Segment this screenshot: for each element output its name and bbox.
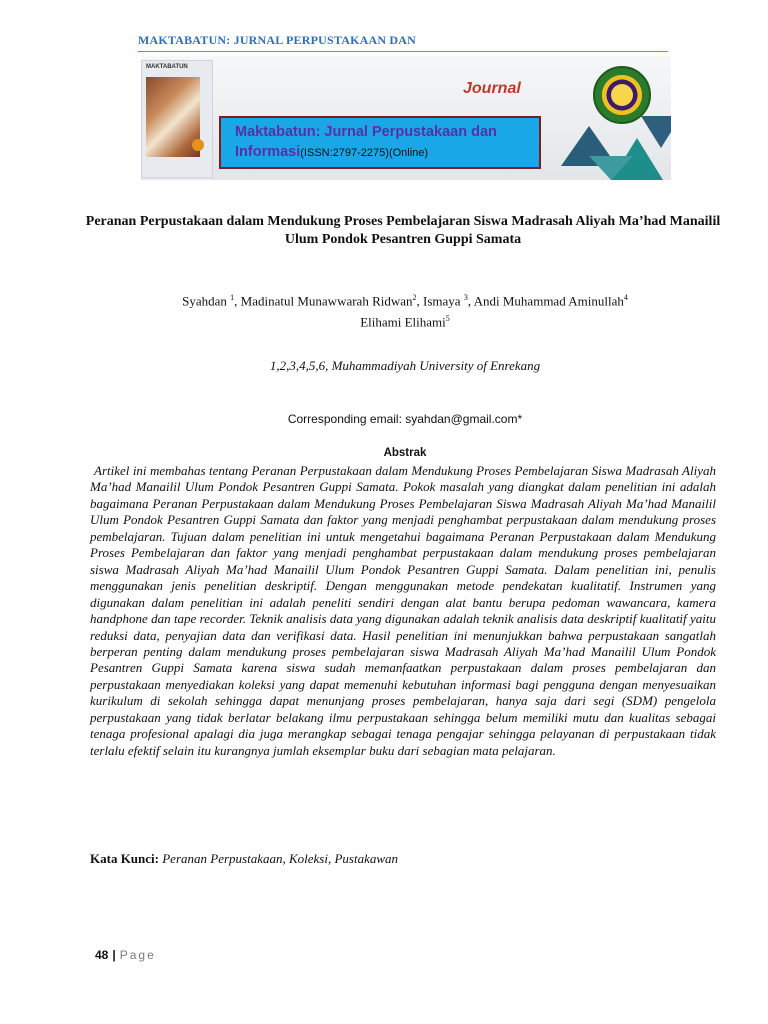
cover-label: MAKTABATUN: [146, 64, 188, 70]
journal-info-box: [219, 116, 541, 169]
author-sup: 2: [412, 293, 417, 302]
cover-badge: [192, 139, 204, 151]
author-name: Elihami Elihami: [360, 314, 446, 330]
online-text: (Online): [388, 147, 429, 159]
author-sup: 4: [623, 293, 628, 302]
page-word: Page: [119, 948, 156, 962]
keywords: [90, 851, 716, 867]
author-list: Syahdan $^1$, Madinatul Munawwarah Ridwan$^2$, Ismaya $^3$, Andi Muhammad Aminullah$^4$ Elihami Elihami$^5$: [182, 293, 628, 330]
page-number: 48: [95, 948, 109, 962]
author-sup: 3: [463, 293, 468, 302]
abstract-body: Artikel ini membahas tentang Peranan Perpustakaan dalam Mendukung Proses Pembelajaran Siswa Madrasah Aliyah Ma’had Manailil Ulum Pondok Pesantren Guppi Samata. Pokok masalah yang diangkat dalam penelitian ini adalah bagaimana Peranan Perpustakaan dalam Mendukung Proses Pembelajaran Siswa Madrasah Aliyah Ma’had Manailil Ulum Pondok Pesantren Guppi Samata dan faktor yang menjadi penghambat perpustakaan dalam mendukung proses pembelajaran. Tujuan dalam penelitian ini untuk mengetahui bagaimana Peranan Perpustakaan dalam Mendukung Proses Pembelajaran dan faktor yang menjadi penghambat perpustakaan dalam mendukung proses pembelajaran siswa Madrasah Aliyah Ma’had Manailil Ulum Pondok Pesantren Guppi Samata. Dalam penelitian ini, penulis menggunakan jenis penelitian deskriptif. Dengan menggunakan metode pendekatan kualitatif. Instrumen yang digunakan dalam penelitian ini adalah peneliti sendiri dengan alat bantu berupa pedoman wawancara, kamera handphone dan tape recorder. Teknik analisis data yang digunakan adalah teknik analisis data deskriptif kualitatif yaitu reduksi data, penyajian data dan verifikasi data. Hasil penelitian ini menunjukkan bahwa perpustakaan sangatlah berperan penting dalam mendukung proses pembelajaran siswa Madrasah Aliyah Ma’had Manailil Ulum Pondok Pesantren Guppi Samata karena siswa sudah memanfaatkan perpustakaan dalam proses pembelajaran dan perpustakaan menyediakan koleksi yang dapat memenuhi kebutuhan informasi bagi pengguna dengan menyesuaikan kurikulum di sekolah sehingga dapat menunjang proses pembelajaran, hanya saja dari segi (SDM) pengelola perpustakaan yang tidak berlatar belakang ilmu perpustakaan sehingga belum memiliki mutu dan kualitas sebagai tenaga profesional apalagi dia juga merangkap sebagai tenaga pengajar sehingga pelayanan di perpustakaan tidak terlalu efektif selain itu kurangnya jumlah eksemplar buku dari sebagian mata pelajaran.: [90, 463, 716, 758]
journal-cover-image: [141, 60, 213, 178]
decor-triangle: [589, 156, 633, 180]
header-rule: [138, 51, 668, 52]
journal-name: [235, 122, 533, 163]
decor-triangle: [641, 116, 671, 148]
journal-name-text: Maktabatun: Jurnal Perpustakaan dan Informasi: [235, 124, 497, 160]
author-sup: 5: [445, 314, 450, 324]
issn-text: (ISSN:2797-2275): [300, 147, 389, 159]
article-title: Peranan Perpustakaan dalam Mendukung Proses Pembelajaran Siswa Madrasah Aliyah Ma’had Manailil Ulum Pondok Pesantren Guppi Samata: [85, 214, 721, 247]
university-seal-logo: [593, 66, 651, 124]
keywords-list: Peranan Perpustakaan, Koleksi, Pustakawan: [162, 851, 399, 866]
abstract-heading: Abstrak: [383, 447, 427, 459]
journal-word: Journal: [463, 80, 521, 97]
author-name: Syahdan: [182, 293, 227, 309]
author-name: Ismaya: [423, 293, 461, 309]
keywords-label: Kata Kunci:: [90, 851, 159, 866]
author-sup: 1: [230, 293, 235, 302]
journal-banner: [141, 56, 671, 180]
author-name: Andi Muhammad Aminullah: [473, 293, 624, 309]
page-separator: |: [112, 948, 116, 962]
corresponding-email: Corresponding email: syahdan@gmail.com*: [287, 412, 523, 426]
running-head: MAKTABATUN: JURNAL PERPUSTAKAAN DAN: [138, 33, 417, 47]
author-name: Madinatul Munawwarah Ridwan: [240, 293, 413, 309]
affiliation: 1,2,3,4,5,6, Muhammadiyah University of Enrekang: [269, 358, 541, 373]
page-footer: [95, 948, 156, 962]
